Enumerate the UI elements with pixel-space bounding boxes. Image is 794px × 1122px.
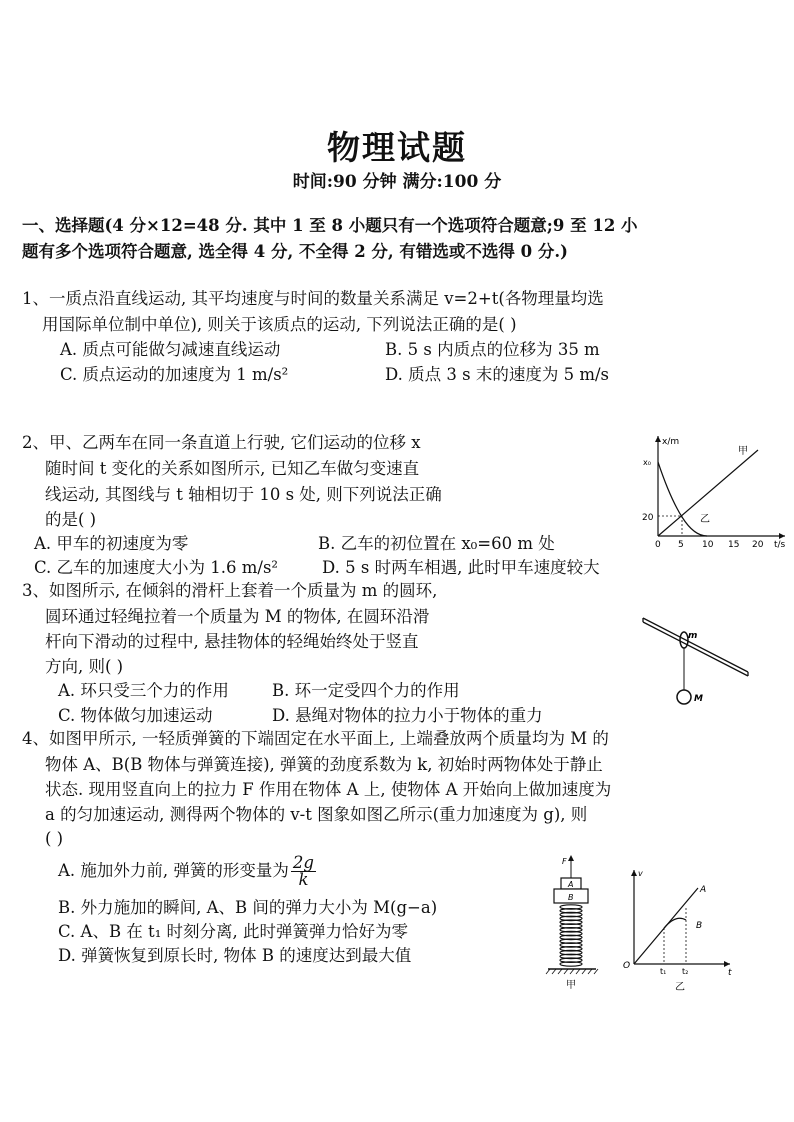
section-header-line2: 题有多个选项符合题意, 选全得 4 分, 不全得 2 分, 有错选或不选得 0 分.) bbox=[22, 242, 568, 261]
q1-stem-line2: 用国际单位制中单位), 则关于该质点的运动, 下列说法正确的是( ) bbox=[42, 315, 517, 334]
graph-x-label: t/s bbox=[774, 540, 786, 550]
ring-mass-label: m bbox=[688, 631, 698, 641]
q4-option-d: D. 弹簧恢复到原长时, 物体 B 的速度达到最大值 bbox=[58, 946, 412, 965]
spring-icon bbox=[560, 905, 582, 966]
fraction-numerator: 2g bbox=[292, 853, 314, 872]
q4-option-b: B. 外力施加的瞬间, A、B 间的弹力大小为 M(g−a) bbox=[58, 898, 438, 917]
page-title: 物理试题 bbox=[327, 128, 467, 167]
q2-option-c: C. 乙车的加速度大小为 1.6 m/s² bbox=[34, 558, 279, 577]
block-a-label: A bbox=[568, 880, 574, 889]
q1-option-b: B. 5 s 内质点的位移为 35 m bbox=[385, 340, 600, 359]
q4-option-a bbox=[58, 855, 316, 888]
graph-x0-label: x₀ bbox=[643, 458, 651, 467]
vt-t2-label: t₂ bbox=[682, 967, 689, 976]
q3-stem-line4: 方向, 则( ) bbox=[45, 657, 124, 676]
q2-option-b: B. 乙车的初位置在 x₀=60 m 处 bbox=[318, 534, 555, 553]
q3-option-a: A. 环只受三个力的作用 bbox=[58, 681, 229, 700]
q2-stem-line1: 2、甲、乙两车在同一条直道上行驶, 它们运动的位移 x bbox=[22, 433, 421, 452]
vt-line-a-label: A bbox=[700, 885, 707, 895]
q2-stem-line3: 线运动, 其图线与 t 轴相切于 10 s 处, 则下列说法正确 bbox=[45, 485, 442, 504]
graph-tick-15: 15 bbox=[728, 540, 740, 550]
q3-stem-line1: 3、如图所示, 在倾斜的滑杆上套着一个质量为 m 的圆环, bbox=[22, 581, 438, 600]
q4-stem-line4: a 的匀加速运动, 测得两个物体的 v-t 图象如图乙所示(重力加速度为 g), 则 bbox=[45, 805, 588, 824]
q1-option-d: D. 质点 3 s 末的速度为 5 m/s bbox=[385, 365, 609, 384]
q3-option-c: C. 物体做匀加速运动 bbox=[58, 706, 213, 725]
q3-option-d: D. 悬绳对物体的拉力小于物体的重力 bbox=[272, 706, 543, 725]
q4-vt-graph bbox=[620, 862, 745, 997]
hanging-mass-icon bbox=[677, 690, 691, 704]
q2-option-a: A. 甲车的初速度为零 bbox=[34, 534, 189, 553]
graph-tick-5: 5 bbox=[678, 540, 684, 550]
q4-spring-figure bbox=[540, 852, 605, 992]
q2-option-d: D. 5 s 时两车相遇, 此时甲车速度较大 bbox=[322, 558, 600, 577]
q1-option-a: A. 质点可能做匀减速直线运动 bbox=[60, 340, 281, 359]
caption-yi: 乙 bbox=[675, 982, 685, 993]
vt-curve-b-label: B bbox=[696, 921, 703, 931]
q2-stem-line4: 的是( ) bbox=[45, 510, 97, 529]
q3-stem-line3: 杆向下滑动的过程中, 悬挂物体的轻绳始终处于竖直 bbox=[45, 632, 419, 651]
label-yi: 乙 bbox=[700, 514, 710, 525]
caption-jia: 甲 bbox=[566, 980, 576, 991]
q3-ring-figure bbox=[640, 610, 755, 710]
vt-x-label: t bbox=[728, 968, 732, 978]
section-header-line1: 一、选择题(4 分×12=48 分. 其中 1 至 8 小题只有一个选项符合题意;9 至 12 小 bbox=[22, 216, 638, 235]
force-label: F bbox=[562, 857, 567, 866]
q4-option-c: C. A、B 在 t₁ 时刻分离, 此时弹簧弹力恰好为零 bbox=[58, 922, 409, 941]
graph-tick-20: 20 bbox=[642, 513, 654, 523]
graph-tick-0: 0 bbox=[655, 540, 661, 550]
q3-stem-line2: 圆环通过轻绳拉着一个质量为 M 的物体, 在圆环沿滑 bbox=[45, 607, 430, 626]
q4-stem-line5: ( ) bbox=[45, 829, 64, 848]
exam-info: 时间:90 分钟 满分:100 分 bbox=[292, 172, 502, 192]
q2-stem-line2: 随时间 t 变化的关系如图所示, 已知乙车做匀变速直 bbox=[45, 459, 420, 478]
q4-option-a-text: A. 施加外力前, 弹簧的形变量为 bbox=[58, 861, 289, 880]
q1-option-c: C. 质点运动的加速度为 1 m/s² bbox=[60, 365, 289, 384]
q2-xt-graph bbox=[640, 428, 790, 553]
label-jia: 甲 bbox=[738, 446, 748, 457]
q4-stem-line1: 4、如图甲所示, 一轻质弹簧的下端固定在水平面上, 上端叠放两个质量均为 M 的 bbox=[22, 729, 609, 748]
curve-b bbox=[664, 918, 686, 928]
vt-origin-label: O bbox=[623, 961, 631, 971]
hanging-mass-label: M bbox=[694, 694, 703, 704]
vt-y-label: v bbox=[638, 869, 643, 878]
graph-tick-20x: 20 bbox=[752, 540, 764, 550]
graph-tick-10: 10 bbox=[702, 540, 714, 550]
q4-stem-line3: 状态. 现用竖直向上的拉力 F 作用在物体 A 上, 使物体 A 开始向上做加速度为 bbox=[45, 780, 612, 799]
q4-stem-line2: 物体 A、B(B 物体与弹簧连接), 弹簧的劲度系数为 k, 初始时两物体处于静止 bbox=[45, 755, 603, 774]
q4-option-a-fraction bbox=[291, 855, 316, 888]
fraction-denominator: k bbox=[298, 870, 309, 889]
q1-stem-line1: 1、一质点沿直线运动, 其平均速度与时间的数量关系满足 v=2+t(各物理量均选 bbox=[22, 289, 604, 308]
q3-option-b: B. 环一定受四个力的作用 bbox=[272, 681, 460, 700]
vt-t1-label: t₁ bbox=[660, 967, 667, 976]
graph-y-label: x/m bbox=[662, 437, 680, 447]
block-b-label: B bbox=[568, 893, 574, 902]
